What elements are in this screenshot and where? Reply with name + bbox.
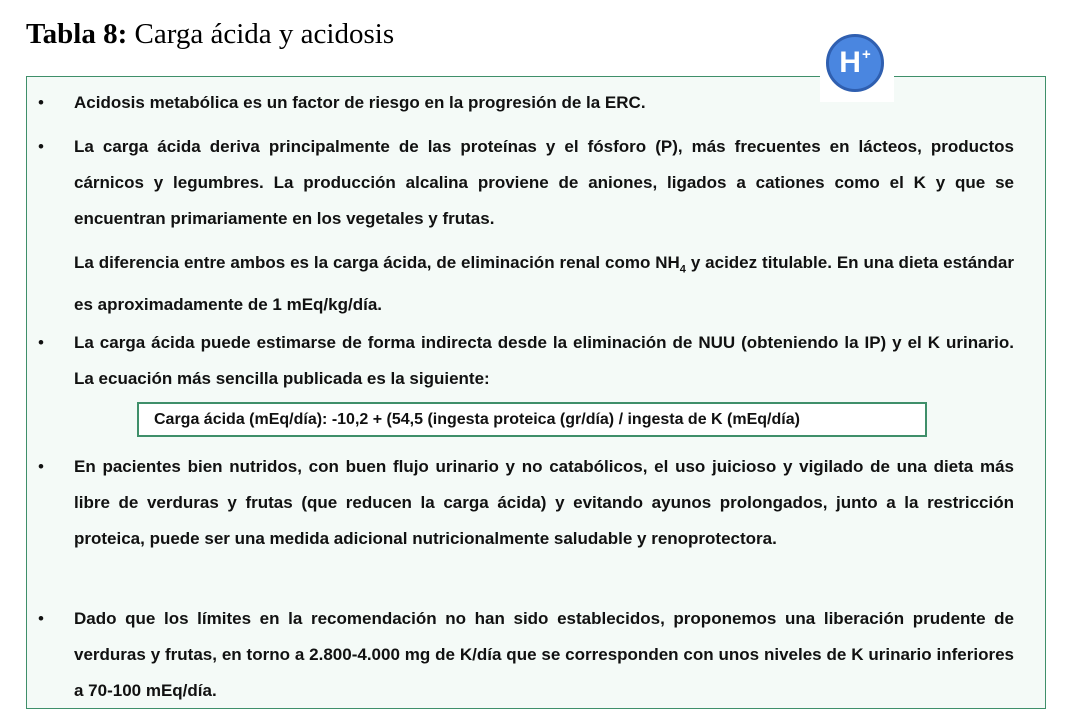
subscript-4: 4 — [679, 263, 686, 276]
paragraph-text-continued: y acidez titulable. En una dieta estándar es aproximadamente de 1 mEq/kg/día. — [74, 253, 1014, 315]
bullet-icon: • — [38, 137, 44, 156]
table-number: Tabla 8: — [26, 18, 128, 50]
list-item-limites: Dado que los límites en la recomendación no han sido establecidos, proponemos una liberación prudente de verduras y frutas, en torno a 2.800-4.000 mg de K/día que se corresponden con unos niveles de K urinario inferiores a 70-100 mEq/día. — [74, 609, 1014, 700]
paragraph-diferencia — [74, 245, 1014, 323]
list-item-acidosis: Acidosis metabólica es un factor de riesgo en la progresión de la ERC. — [74, 93, 646, 112]
table-title: Carga ácida y acidosis — [134, 18, 395, 50]
page-title — [26, 18, 394, 51]
bullet-icon: • — [38, 457, 44, 476]
formula-box: Carga ácida (mEq/día): -10,2 + (54,5 (ingesta proteica (gr/día) / ingesta de K (mEq/día) — [137, 402, 927, 437]
badge-superscript: + — [861, 45, 871, 63]
hydrogen-ion-icon — [826, 34, 884, 92]
bullet-icon: • — [38, 609, 44, 628]
bullet-icon: • — [38, 333, 44, 352]
list-item-carga-acida: La carga ácida deriva principalmente de las proteínas y el fósforo (P), más frecuentes en lácteos, productos cárnicos y legumbres. La producción alcalina proviene de aniones, ligados a cationes como el K y que se encuentran primariamente en los vegetales y frutas. — [74, 137, 1014, 228]
list-item-estimacion: La carga ácida puede estimarse de forma indirecta desde la eliminación de NUU (obteniendo la IP) y el K urinario. La ecuación más sencilla publicada es la siguiente: — [74, 333, 1014, 388]
paragraph-text: La diferencia entre ambos es la carga ácida, de eliminación renal como NH — [74, 253, 680, 272]
badge-symbol: H — [839, 46, 861, 79]
list-item-pacientes: En pacientes bien nutridos, con buen flujo urinario y no catabólicos, el uso juicioso y vigilado de una dieta más libre de verduras y frutas (que reducen la carga ácida) y evitando ayunos prolongados, junto a la restricción proteica, puede ser una medida adicional nutricionalmente saludable y renoprotectora. — [74, 457, 1014, 548]
bullet-icon: • — [38, 93, 44, 112]
